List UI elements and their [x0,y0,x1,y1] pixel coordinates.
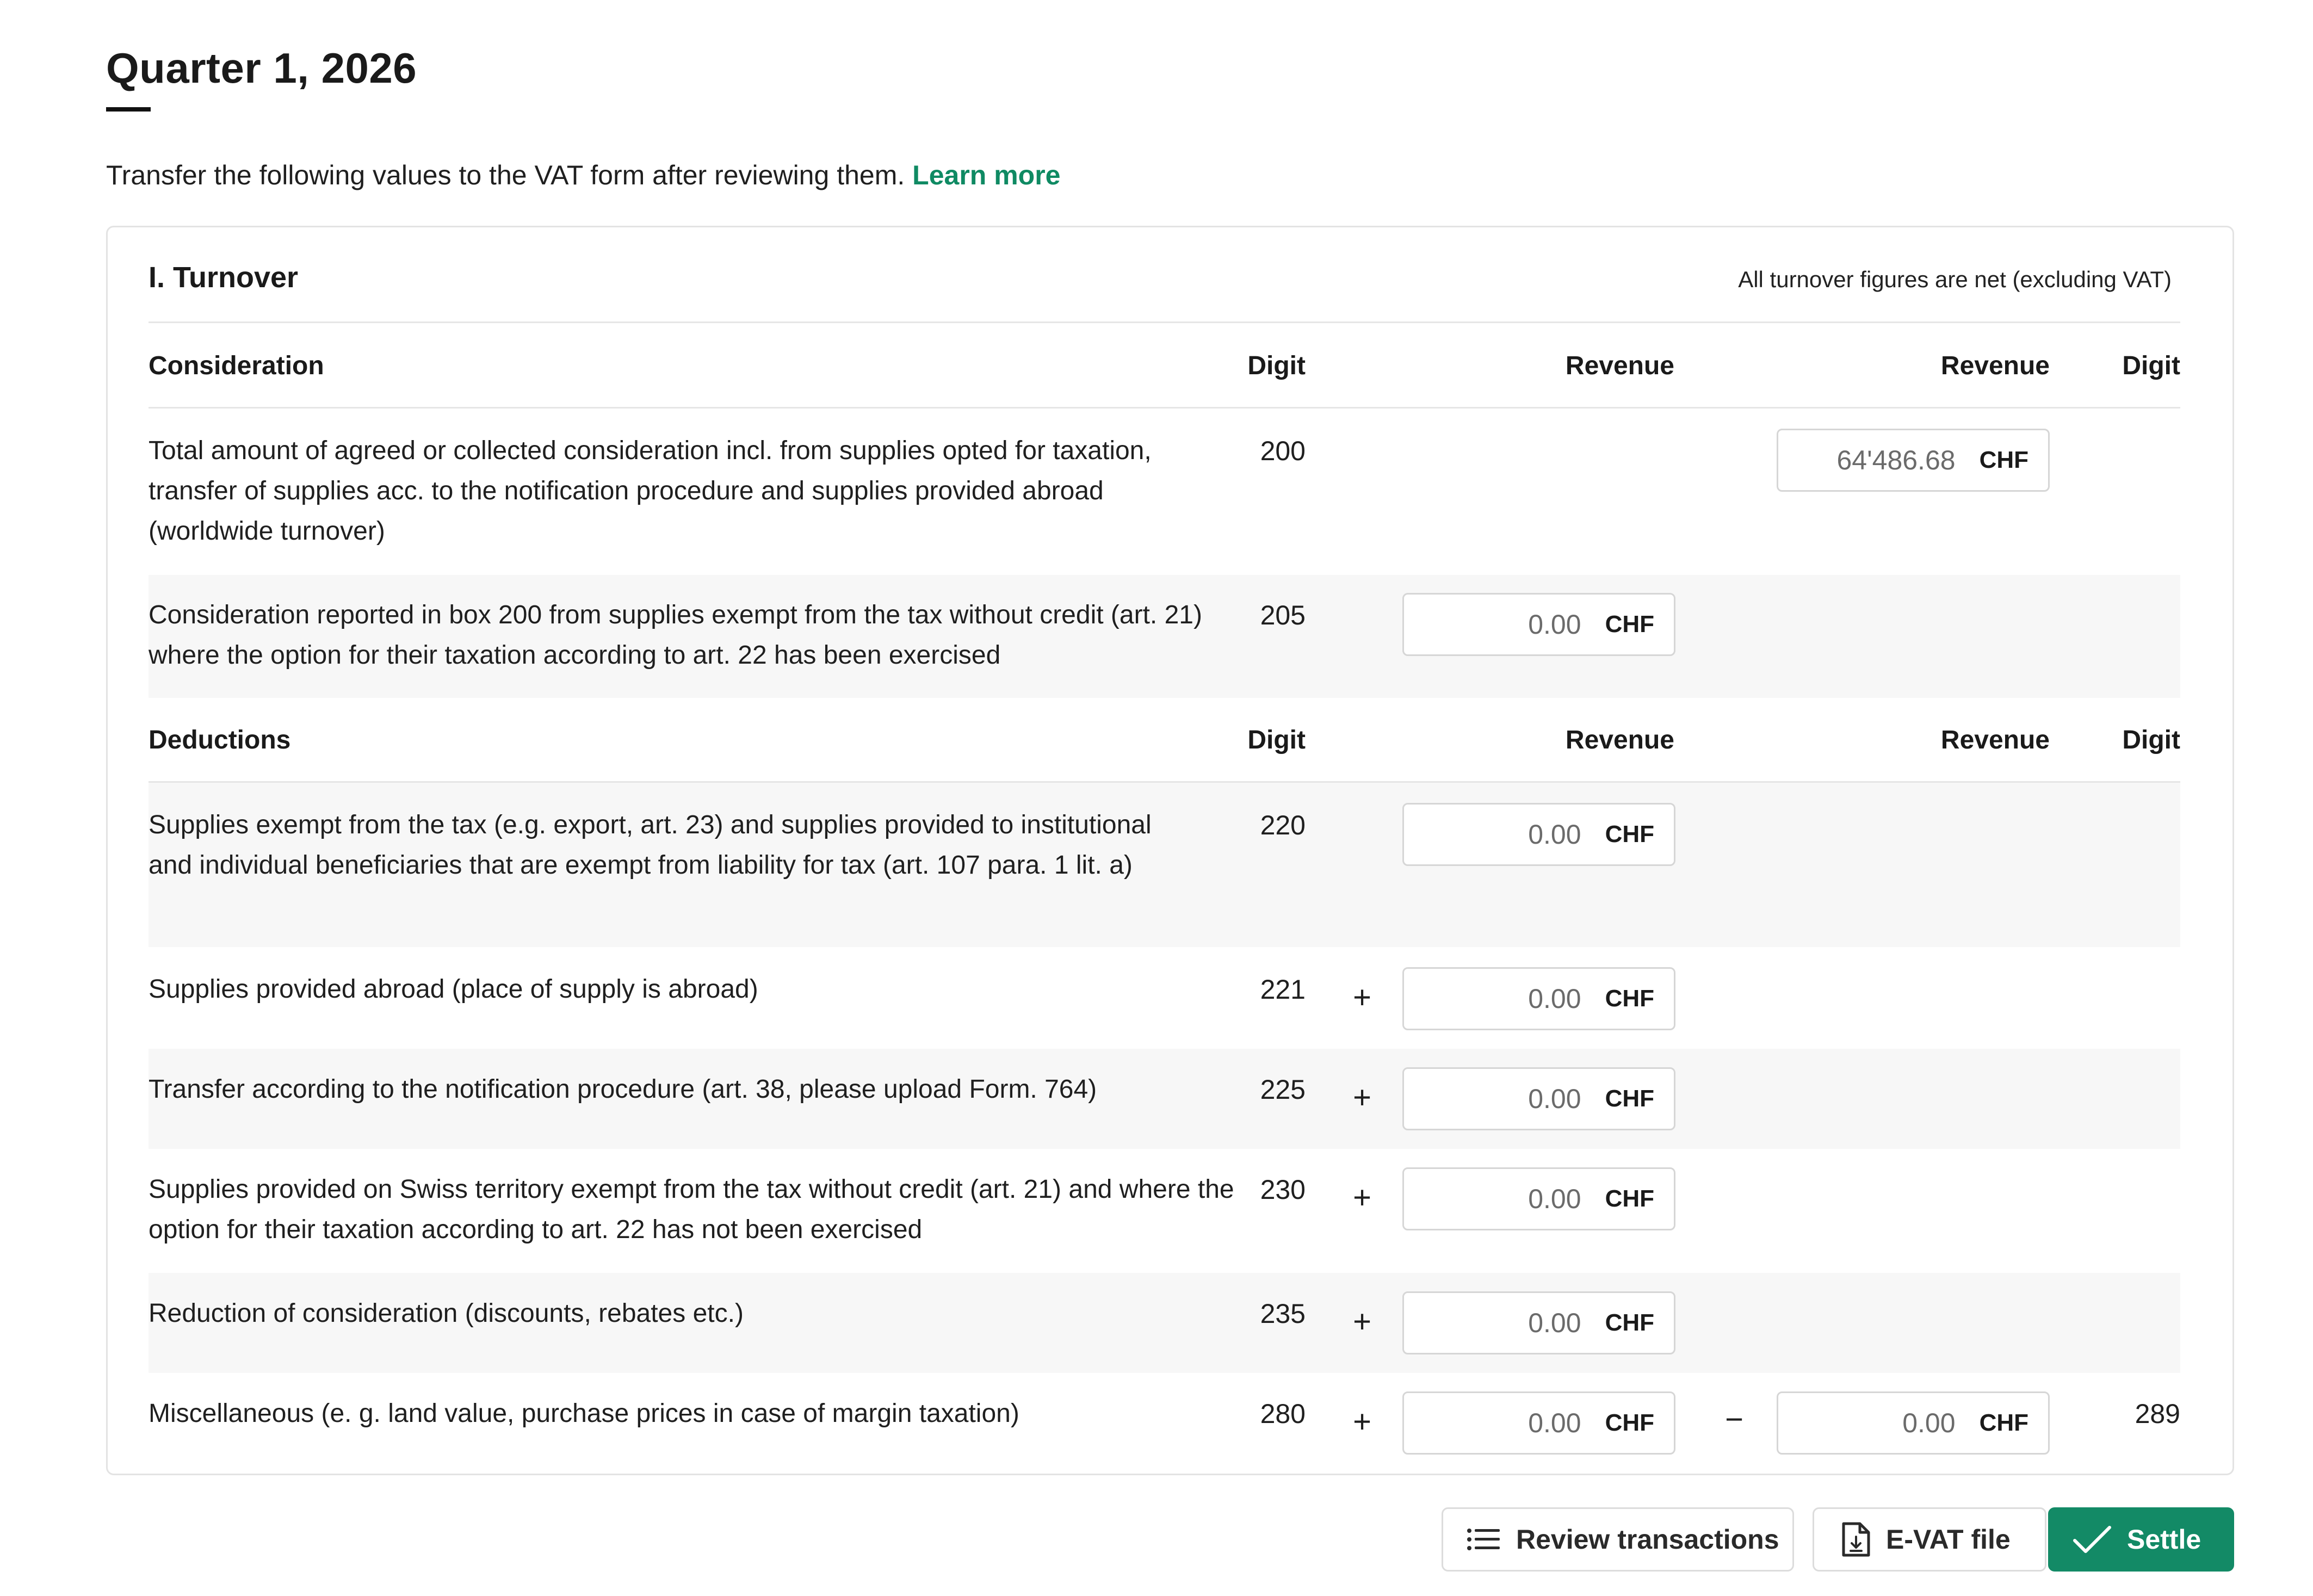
revenue-header-2: Revenue [1940,351,2050,380]
section-note: All turnover figures are net (excluding VAT) [1738,267,2172,292]
currency-label: CHF [1605,985,1654,1012]
row-225-revenue-field[interactable] [1402,1067,1675,1130]
plus-operator: + [1353,1180,1371,1215]
intro-text [106,159,1060,191]
row-220-description: Supplies exempt from the tax (e.g. export, art. 23) and supplies provided to institutional and individual beneficiaries that are exempt from liability for tax (art. 107 para. 1 lit. a) [149,811,1152,880]
row-289-revenue-field[interactable] [1777,1391,2050,1455]
plus-operator: + [1353,1404,1371,1439]
row-235-digit: 235 [1260,1298,1306,1329]
plus-operator: + [1353,1080,1371,1115]
field-value: 64'486.68 [1836,445,1956,475]
digit-header-2: Digit [2122,351,2180,380]
plus-operator: + [1353,980,1371,1015]
field-value: 0.00 [1528,1184,1581,1214]
title-underline [106,107,151,112]
field-value: 0.00 [1528,1084,1581,1114]
row-205-description: Consideration reported in box 200 from supplies exempt from the tax without credit (art. 21) where the option for their taxation according to art. 22 has been exercised [149,601,1202,670]
row-289-digit: 289 [2135,1399,2180,1429]
review-transactions-label: Review transactions [1516,1524,1779,1555]
row-220-digit: 220 [1260,810,1306,840]
currency-label: CHF [1605,1409,1654,1436]
row-280-description: Miscellaneous (e. g. land value, purchase prices in case of margin taxation) [149,1399,1019,1428]
currency-label: CHF [1605,1085,1654,1112]
plus-operator: + [1353,1304,1371,1339]
currency-label: CHF [1605,611,1654,638]
row-205-revenue-field[interactable] [1402,593,1675,656]
row-200-revenue-field[interactable] [1777,429,2050,492]
field-value: 0.00 [1528,983,1581,1014]
row-230-revenue-field[interactable] [1402,1167,1675,1230]
checkmark-icon [2073,1525,2112,1554]
field-value: 0.00 [1528,819,1581,850]
learn-more-link[interactable]: Learn more [912,160,1061,190]
row-235-description: Reduction of consideration (discounts, rebates etc.) [149,1299,744,1328]
row-235-revenue-field[interactable] [1402,1291,1675,1354]
currency-label: CHF [1605,1185,1654,1212]
minus-operator: − [1725,1402,1743,1437]
currency-label: CHF [1979,1409,2028,1436]
digit-header: Digit [1247,726,1306,754]
page-title: Quarter 1, 2026 [106,44,417,92]
digit-header: Digit [1247,351,1306,380]
row-220-revenue-field[interactable] [1402,803,1675,866]
revenue-header: Revenue [1565,351,1674,380]
field-value: 0.00 [1528,1408,1581,1438]
row-200-description: Total amount of agreed or collected consideration incl. from supplies opted for taxation, transfer of supplies acc. to the notification procedure and supplies provided abroad (worldwide turnover) [149,436,1152,546]
currency-label: CHF [1605,821,1654,848]
row-221-digit: 221 [1260,974,1306,1005]
row-221-description: Supplies provided abroad (place of supply is abroad) [149,975,758,1004]
list-icon [1466,1526,1501,1552]
row-230-digit: 230 [1260,1174,1306,1205]
currency-label: CHF [1605,1309,1654,1336]
divider [149,321,2180,323]
row-200-digit: 200 [1260,436,1306,466]
row-280-digit: 280 [1260,1399,1306,1429]
section-title: I. Turnover [149,261,299,294]
row-225-description: Transfer according to the notification procedure (art. 38, please upload Form. 764) [149,1075,1097,1104]
settle-label: Settle [2127,1524,2201,1555]
row-230-description: Supplies provided on Swiss territory exempt from the tax without credit (art. 21) and where the option for their taxation according to art. 22 has not been exercised [149,1175,1234,1244]
file-download-icon [1840,1521,1871,1557]
divider [149,407,2180,409]
row-205-digit: 205 [1260,600,1306,630]
evat-file-button[interactable] [1813,1507,2046,1572]
digit-header-2: Digit [2122,726,2180,754]
settle-button[interactable] [2048,1507,2234,1572]
row-280-revenue-field[interactable] [1402,1391,1675,1455]
consideration-header: Consideration [149,351,324,380]
field-value: 0.00 [1528,1308,1581,1338]
deductions-header: Deductions [149,726,291,754]
intro-sentence: Transfer the following values to the VAT form after reviewing them. [106,160,905,190]
currency-label: CHF [1979,447,2028,473]
evat-file-label: E-VAT file [1886,1524,2011,1555]
field-value: 0.00 [1902,1408,1956,1438]
row-225-digit: 225 [1260,1074,1306,1105]
revenue-header-2: Revenue [1940,726,2050,754]
field-value: 0.00 [1528,609,1581,640]
review-transactions-button[interactable] [1442,1507,1794,1572]
row-221-revenue-field[interactable] [1402,967,1675,1030]
revenue-header: Revenue [1565,726,1674,754]
